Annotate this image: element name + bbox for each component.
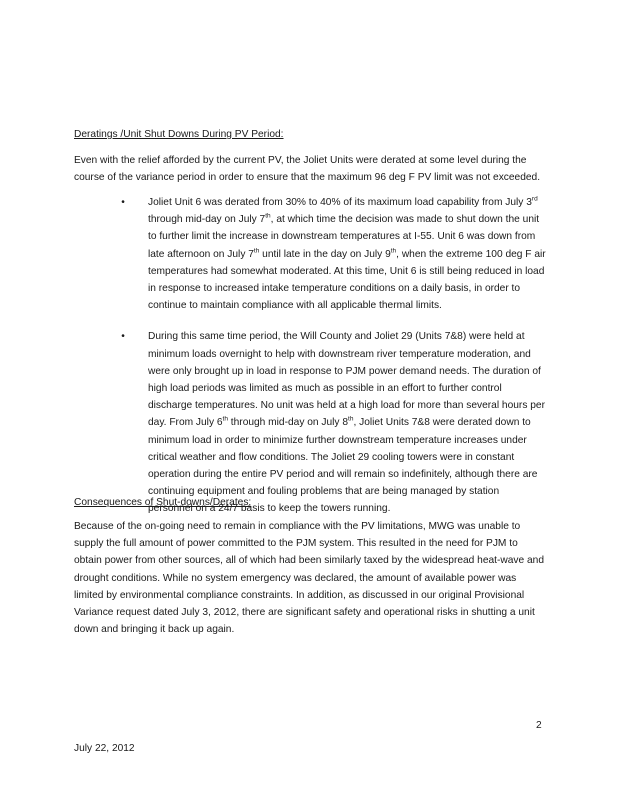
- ordinal-suffix: rd: [531, 195, 538, 203]
- text-segment: , when the extreme 100 deg F air temperatures had somewhat moderated. At this time, Unit 6 is still being reduced in load in response to increased intake temperature conditions on a daily basis, in order to continue to maintain compliance with all applicable thermal limits.: [148, 248, 546, 312]
- bullet-text: [148, 331, 545, 514]
- text-segment: Joliet Unit 6 was derated from 30% to 40% of its maximum load capability from July 3: [148, 197, 532, 208]
- text-segment: , Joliet Units 7&8 were derated down to minimum load in order to minimize further downstream temperature increases under critical weather and flow conditions. The Joliet 29 cooling towers were in constant operation during the entire PV period and will remain so indefinitely, although there are continuing equipment and fouling problems that are being managed by station personnel on a 24/7 basis to keep the towers running.: [148, 417, 538, 515]
- bullet-dot-icon: •: [121, 331, 125, 343]
- consequences-paragraph: Because of the on-going need to remain in compliance with the PV limitations, MWG was unable to supply the full amount of power committed to the PJM system. This resulted in the need for PJM to obtain power from other sources, all of which had been similarly taxed by the widespread heat-wave and drought conditions. While no system emergency was declared, the amount of available power was limited by environmental compliance constraints. In addition, as discussed in our original Provisional Variance request dated July 3, 2012, there are significant safety and operational risks in shutting a unit down and bringing it back up again.: [74, 521, 545, 636]
- bullet-item-units-7-8: [74, 328, 546, 517]
- text-segment: , at which time the decision was made to shut down the unit to further limit the increase in downstream temperatures at I-55. Unit 6 was down from late afternoon on July 7: [148, 214, 540, 260]
- intro-paragraph: Even with the relief afforded by the current PV, the Joliet Units were derated at some level during the course of the variance period in order to ensure that the maximum 96 deg F PV limit was not exceeded.: [74, 155, 541, 184]
- derating-bullet-list: [74, 194, 546, 518]
- ordinal-suffix: th: [390, 247, 397, 255]
- bullet-dot-icon: •: [121, 197, 125, 208]
- footer-date: July 22, 2012: [74, 743, 135, 754]
- ordinal-suffix: th: [348, 416, 354, 424]
- section-heading-consequences: Consequences of Shut-downs/Derates:: [74, 497, 252, 508]
- text-segment: During this same time period, the Will County and Joliet 29 (Units 7&8) were held at minimum loads overnight to help with downstream river temperature moderation, and were only brought up in load in response to PJM power demand needs. The duration of high load periods was limited as much as possible in an effort to further control discharge temperatures. No unit was held at a high load for more than several hours per day. From July 6: [148, 331, 545, 429]
- ordinal-suffix: th: [222, 416, 228, 424]
- section-heading-deratings: Deratings /Unit Shut Downs During PV Period:: [74, 129, 284, 140]
- text-segment: through mid-day on July 8: [227, 417, 349, 429]
- bullet-item-unit6: [74, 194, 546, 314]
- ordinal-suffix: th: [265, 212, 271, 220]
- text-segment: until late in the day on July 9: [259, 248, 391, 260]
- ordinal-suffix: th: [253, 247, 260, 255]
- page-number: 2: [536, 720, 542, 731]
- text-segment: through mid-day on July 7: [148, 214, 266, 226]
- bullet-text: [148, 197, 546, 311]
